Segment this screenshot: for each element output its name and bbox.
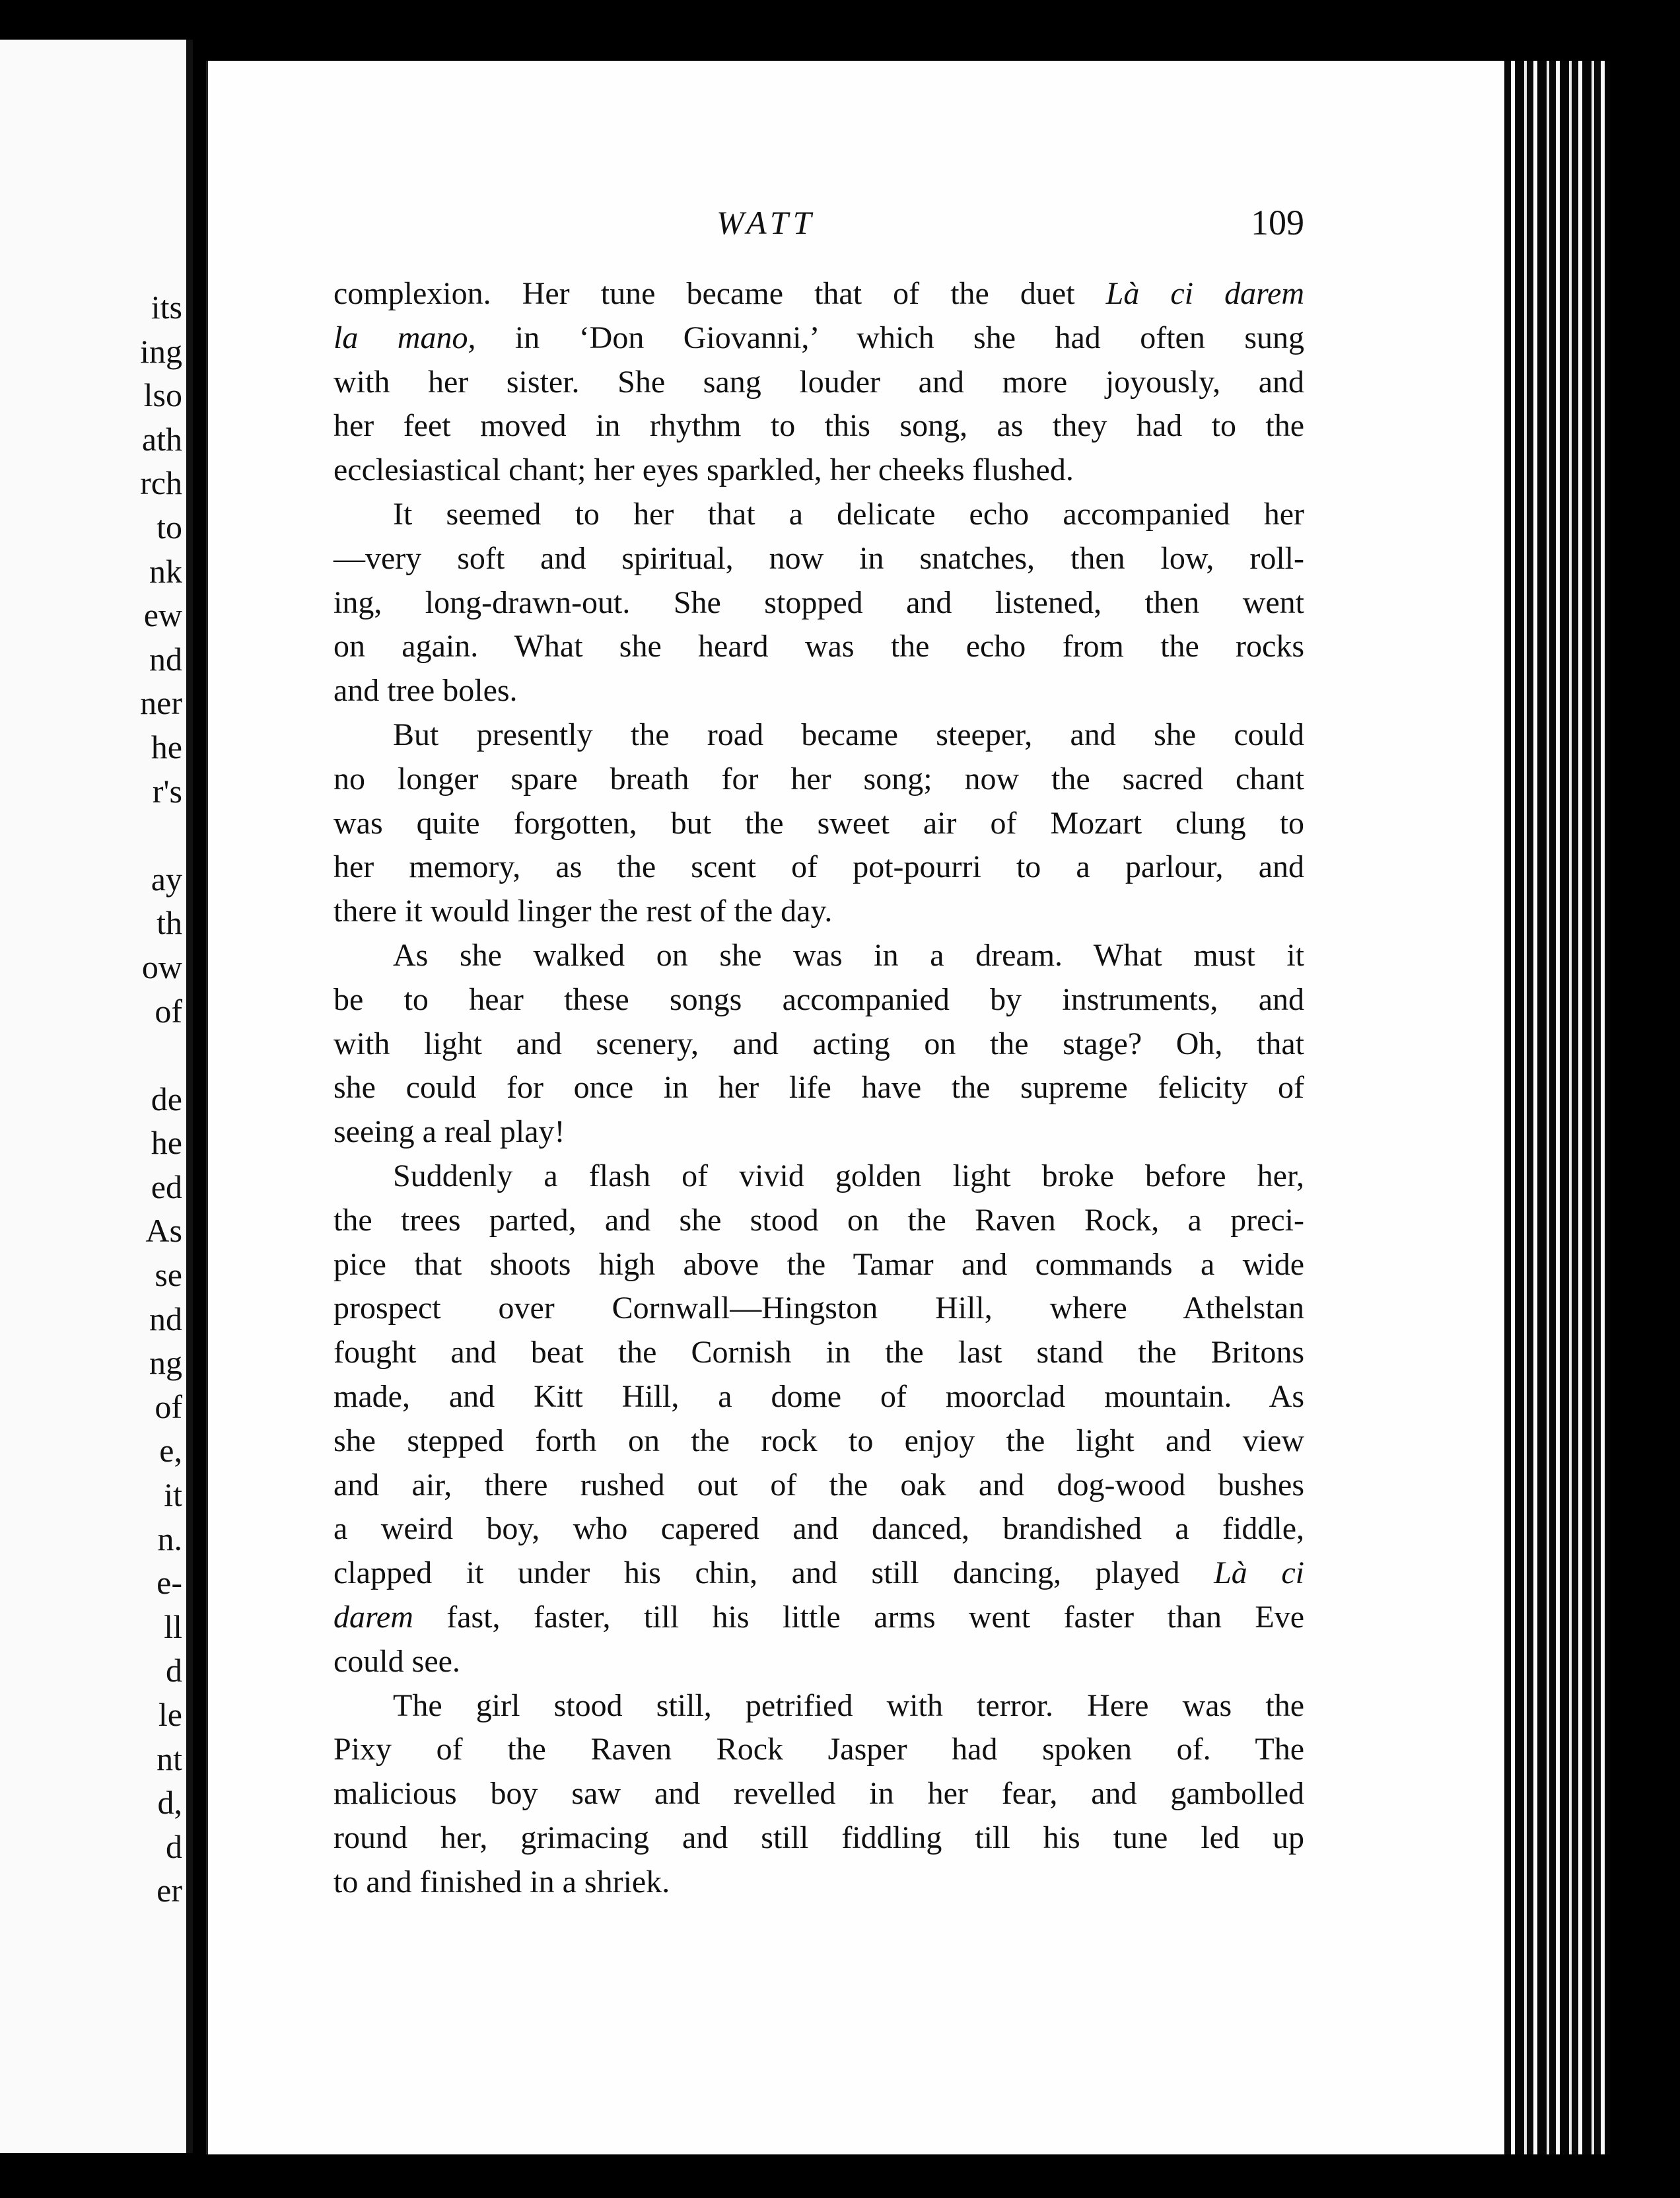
- line-text: fast, faster, till his little arms went faster than Eve: [413, 1599, 1304, 1635]
- left-fragment: d: [166, 1827, 182, 1865]
- line-text: could see.: [333, 1643, 460, 1679]
- left-fragment: nd: [149, 640, 182, 678]
- text-line: [333, 978, 1304, 1022]
- line-text: with her sister. She sang louder and more joyously, and: [333, 364, 1304, 400]
- text-line: [333, 802, 1304, 846]
- left-fragment: to: [157, 508, 182, 546]
- left-fragment: As: [145, 1212, 182, 1250]
- text-line: [333, 1816, 1304, 1861]
- left-fragment: lso: [143, 376, 182, 414]
- left-fragment: ing: [140, 332, 182, 370]
- text-line: [333, 272, 1304, 316]
- line-text: But presently the road became steeper, and she could: [393, 717, 1304, 752]
- text-line: [333, 448, 1304, 493]
- text-line: [333, 493, 1304, 537]
- left-fragment: le: [158, 1696, 182, 1733]
- line-text: made, and Kitt Hill, a dome of moorclad mountain. As: [333, 1378, 1304, 1414]
- left-fragment: ner: [140, 684, 182, 722]
- line-text: fought and beat the Cornish in the last stand the Britons: [333, 1335, 1304, 1370]
- left-page-edge: [0, 40, 193, 2153]
- text-line: [333, 1684, 1304, 1728]
- left-fragment: its: [151, 289, 182, 326]
- line-text: she could for once in her life have the supreme felicity of: [333, 1070, 1304, 1106]
- text-line: [333, 934, 1304, 978]
- text-line: [333, 1022, 1304, 1067]
- left-fragment: n.: [157, 1520, 182, 1557]
- text-line: [333, 1243, 1304, 1287]
- line-text: round her, grimacing and still fiddling till his tune led up: [333, 1820, 1304, 1855]
- line-text: be to hear these songs accompanied by instruments, and: [333, 981, 1304, 1017]
- left-fragment: d,: [157, 1784, 182, 1822]
- text-line: [333, 1287, 1304, 1331]
- line-text: with light and scenery, and acting on the stage? Oh, that: [333, 1026, 1304, 1061]
- text-line: [333, 1154, 1304, 1199]
- page-header: [333, 198, 1304, 251]
- line-text: Pixy of the Raven Rock Jasper had spoken of. The: [333, 1732, 1304, 1767]
- line-text: seeing a real play!: [333, 1114, 565, 1150]
- line-text: clapped it under his chin, and still dancing, played: [333, 1555, 1214, 1591]
- italic-text: la mano,: [333, 320, 476, 355]
- left-fragment: nd: [149, 1300, 182, 1337]
- line-text: —very soft and spiritual, now in snatches, then low, roll-: [333, 540, 1304, 576]
- text-line: [333, 361, 1304, 405]
- left-page-fragments: [140, 285, 182, 1913]
- line-text: the trees parted, and she stood on the Raven Rock, a preci-: [333, 1202, 1304, 1238]
- line-text: It seemed to her that a delicate echo accompanied her: [393, 496, 1304, 532]
- line-text: there it would linger the rest of the day.: [333, 894, 833, 929]
- left-fragment: de: [151, 1080, 182, 1117]
- line-text: As she walked on she was in a dream. What must it: [393, 937, 1304, 973]
- left-fragment: he: [151, 728, 182, 765]
- left-fragment: ew: [143, 596, 182, 634]
- line-text: ecclesiastical chant; her eyes sparkled, her cheeks flushed.: [333, 452, 1074, 488]
- line-text: her feet moved in rhythm to this song, as they had to the: [333, 408, 1304, 444]
- line-text: Suddenly a flash of vivid golden light broke before her,: [393, 1158, 1304, 1193]
- text-line: [333, 845, 1304, 890]
- text-line: [333, 1110, 1304, 1154]
- text-line: [333, 669, 1304, 713]
- line-text: and tree boles.: [333, 673, 518, 709]
- text-line: [333, 713, 1304, 758]
- line-text: The girl stood still, petrified with terror. Here was the: [393, 1687, 1304, 1723]
- text-line: [333, 1331, 1304, 1375]
- text-line: [333, 1419, 1304, 1464]
- left-fragment: ow: [141, 948, 182, 985]
- text-line: [333, 1199, 1304, 1243]
- text-line: [333, 1507, 1304, 1551]
- line-text: complexion. Her tune became that of the duet: [333, 276, 1106, 311]
- left-fragment: ed: [151, 1168, 182, 1205]
- line-text: to and finished in a shriek.: [333, 1864, 670, 1899]
- text-line: [333, 404, 1304, 448]
- line-text: was quite forgotten, but the sweet air of Mozart clung to: [333, 805, 1304, 841]
- line-text: she stepped forth on the rock to enjoy the light and view: [333, 1423, 1304, 1458]
- left-fragment: e,: [159, 1432, 182, 1470]
- page-number: 109: [1251, 203, 1304, 242]
- text-line: [333, 890, 1304, 934]
- line-text: in ‘Don Giovanni,’ which she had often sung: [475, 320, 1304, 355]
- line-text: a weird boy, who capered and danced, brandished a fiddle,: [333, 1511, 1304, 1547]
- line-text: no longer spare breath for her song; now the sacred chant: [333, 761, 1304, 797]
- line-text: prospect over Cornwall—Hingston Hill, where Athelstan: [333, 1291, 1304, 1326]
- line-text: and air, there rushed out of the oak and dog-wood bushes: [333, 1467, 1304, 1503]
- left-fragment: of: [155, 992, 182, 1030]
- running-head: WATT: [717, 204, 816, 241]
- left-fragment: it: [164, 1476, 182, 1514]
- italic-text: Là ci: [1214, 1555, 1304, 1591]
- text-line: [333, 1375, 1304, 1419]
- text-line: [333, 1640, 1304, 1684]
- left-fragment: nk: [149, 552, 182, 590]
- text-line: [333, 1464, 1304, 1508]
- left-fragment: nt: [157, 1740, 182, 1777]
- left-fragment: e-: [157, 1564, 182, 1602]
- line-text: her memory, as the scent of pot-pourri to a parlour, and: [333, 849, 1304, 885]
- line-text: on again. What she heard was the echo from the rocks: [333, 629, 1304, 664]
- left-fragment: ll: [164, 1608, 182, 1645]
- text-line: [333, 758, 1304, 802]
- left-fragment: th: [157, 904, 182, 942]
- left-fragment: ath: [141, 420, 182, 458]
- line-text: ing, long-drawn-out. She stopped and listened, then went: [333, 585, 1304, 620]
- text-line: [333, 1551, 1304, 1596]
- left-fragment: d: [166, 1652, 182, 1689]
- italic-text: darem: [333, 1599, 413, 1635]
- line-text: pice that shoots high above the Tamar and commands a wide: [333, 1246, 1304, 1282]
- text-line: [333, 1596, 1304, 1640]
- text-line: [333, 316, 1304, 361]
- page-edges: [1504, 61, 1610, 2154]
- left-fragment: se: [155, 1256, 182, 1294]
- text-line: [333, 1066, 1304, 1110]
- left-fragment: rch: [140, 464, 182, 502]
- line-text: malicious boy saw and revelled in her fear, and gambolled: [333, 1776, 1304, 1812]
- text-line: [333, 1728, 1304, 1772]
- text-line: [333, 625, 1304, 669]
- left-fragment: ay: [151, 860, 182, 898]
- left-fragment: of: [155, 1388, 182, 1425]
- text-line: [333, 1861, 1304, 1905]
- body-text: [333, 272, 1304, 1904]
- left-fragment: er: [157, 1872, 182, 1909]
- text-line: [333, 537, 1304, 581]
- italic-text: Là ci darem: [1105, 276, 1304, 311]
- text-line: [333, 1772, 1304, 1816]
- left-fragment: he: [151, 1124, 182, 1162]
- left-fragment: ng: [149, 1344, 182, 1382]
- left-fragment: r's: [152, 772, 182, 810]
- text-line: [333, 581, 1304, 625]
